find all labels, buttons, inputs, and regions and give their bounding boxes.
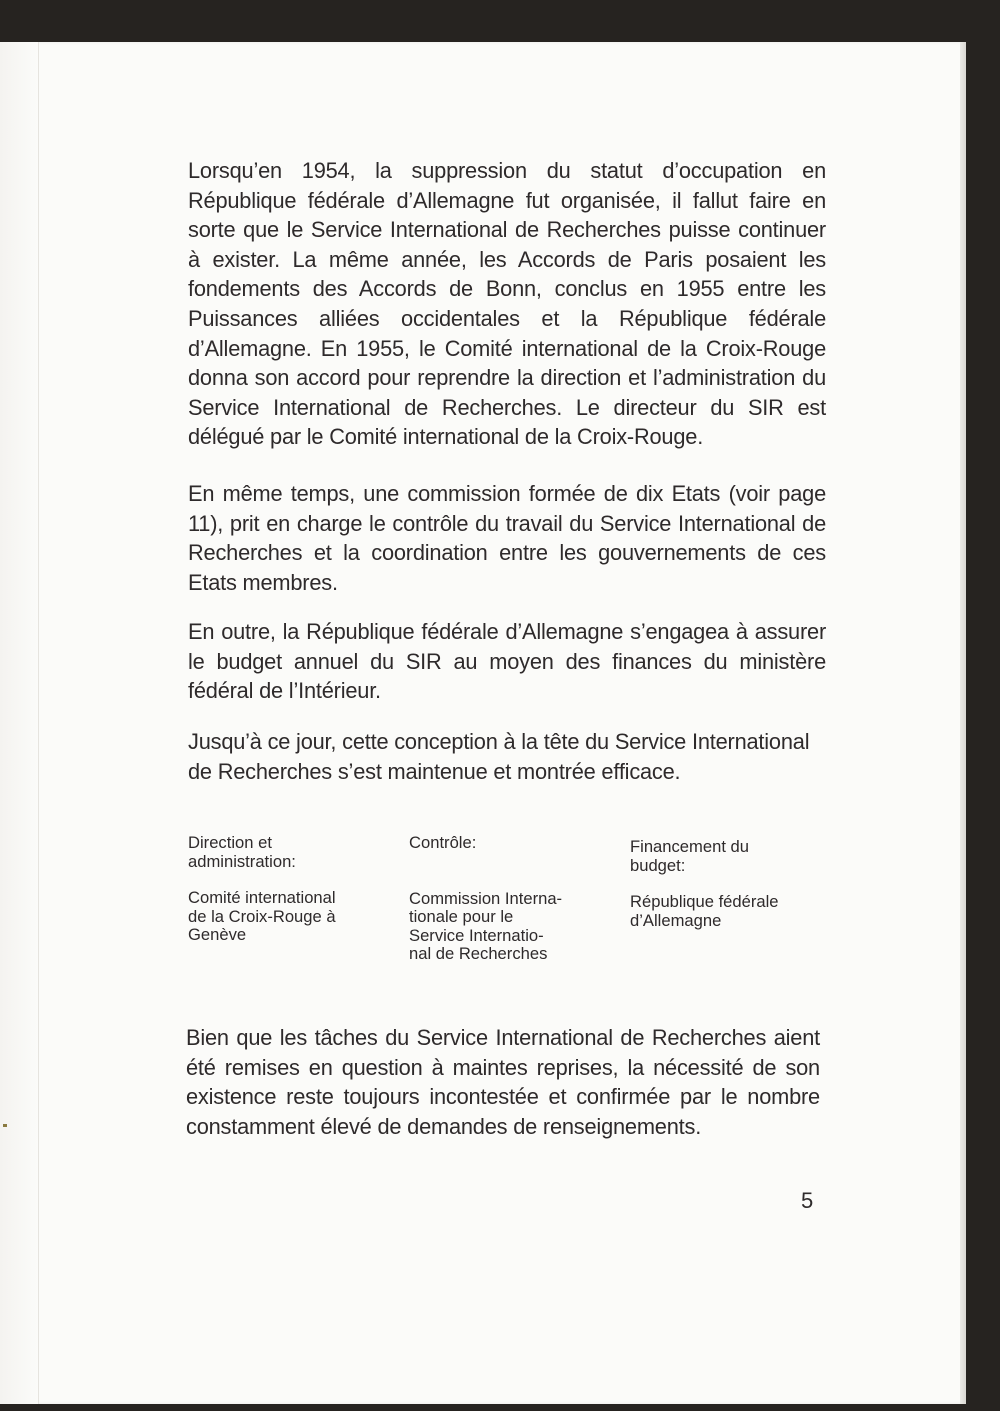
table-value-direction: Comité international de la Croix-Rouge à Genève [188,888,336,945]
paragraph-1: Lorsqu’en 1954, la suppression du statut d’occupation en République fédérale d’Allemagne fut organisée, il fallut faire en sorte que le Service International de Recherches puisse continuer à exister. La même année, les Accords de Paris posaient les fondements des Accords de Bonn, conclus en 1955 entre les Puissances alliées occidentales et la République fédérale d’Allemagne. En 1955, le Comité international de la Croix-Rouge donna son accord pour reprendre la direction et l’administration du Service International de Recherches. Le directeur du SIR est délégué par le Comité international de la Croix-Rouge. [188,158,826,450]
page-gutter [0,42,39,1404]
paragraph-3: En outre, la République fédérale d’Allemagne s’engagea à assurer le budget annuel du SIR au moyen des finances du ministère fédéral de l’Intérieur. [188,619,826,704]
table-heading-controle: Contrôle: [409,833,477,852]
table-heading-direction: Direction et administration: [188,833,296,871]
table-column-financement [630,838,830,930]
table-column-controle [409,834,609,964]
page-edge [960,42,966,1404]
scan-mark [3,1124,7,1127]
table-heading-financement: Financement du budget: [630,837,749,875]
table-value-controle: Commission Interna- tionale pour le Service Internatio- nal de Recherches [409,888,563,964]
table-value-financement: République fédérale d’Allemagne [630,892,779,930]
page-number: 5 [801,1188,814,1213]
paragraph-4: Jusqu’à ce jour, cette conception à la tête du Service International de Recherches s’est maintenue et montrée efficace. [188,729,810,784]
table-column-direction [188,834,388,945]
closing-paragraph: Bien que les tâches du Service International de Recherches aient été remises en question à maintes reprises, la nécessité de son existence reste toujours incontestée et confirmée par le nombre constamment élevé de demandes de renseignements. [186,1025,820,1139]
paragraph-2: En même temps, une commission formée de dix Etats (voir page 11), prit en charge le contrôle du travail du Service International de Recherches et la coordination entre les gouvernements de ces Etats membres. [188,481,826,595]
